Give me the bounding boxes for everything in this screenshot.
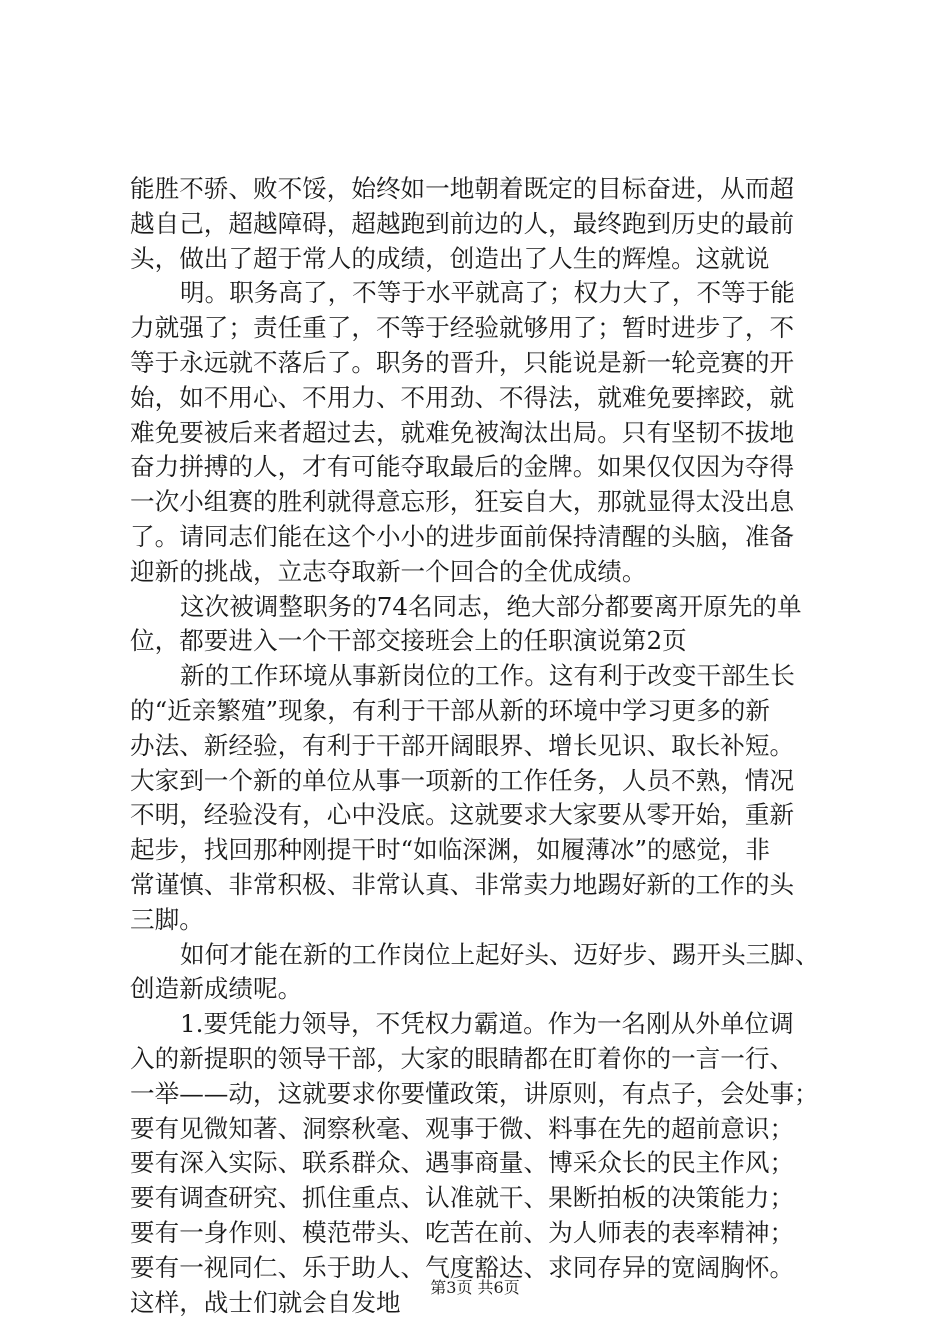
text-line: 要有一身作则、模范带头、吃苦在前、为人师表的表率精神； [130, 1217, 795, 1247]
text-line: 难免要被后来者超过去，就难免被淘汰出局。只有坚韧不拔地 [130, 417, 795, 447]
text-line: 明。职务高了，不等于水平就高了；权力大了，不等于能 [180, 278, 795, 308]
text-line: 要有一视同仁、乐于助人、气度豁达、求同存异的宽阔胸怀。 [130, 1252, 795, 1282]
text-line: 要有深入实际、联系群众、遇事商量、博采众长的民主作风； [130, 1148, 795, 1178]
text-line: 等于永远就不落后了。职务的晋升，只能说是新一轮竞赛的开 [130, 347, 795, 377]
text-line: 创造新成绩呢。 [130, 974, 303, 1004]
text-line: 不明，经验没有，心中没底。这就要求大家要从零开始，重新 [130, 800, 795, 830]
text-line: 如何才能在新的工作岗位上起好头、迈好步、踢开头三脚、 [180, 939, 820, 969]
text-line: 越自己，超越障碍，超越跑到前边的人，最终跑到历史的最前 [130, 208, 795, 238]
text-line: 这次被调整职务的74名同志，绝大部分都要离开原先的单 [180, 591, 802, 621]
text-line: 这样，战士们就会自发地 [130, 1287, 401, 1317]
text-line: 位，都要进入一个干部交接班会上的任职演说第2页 [130, 626, 687, 656]
text-line: 能胜不骄、败不馁，始终如一地朝着既定的目标奋进，从而超 [130, 174, 795, 203]
text-line: 1.要凭能力领导，不凭权力霸道。作为一名刚从外单位调 [180, 1009, 794, 1039]
text-line: 的“近亲繁殖”现象，有利于干部从新的环境中学习更多的新 [130, 695, 770, 725]
text-line: 迎新的挑战，立志夺取新一个回合的全优成绩。 [130, 556, 647, 586]
page-footer: 第3页 共6页 [430, 1278, 520, 1297]
text-line: 奋力拼搏的人，才有可能夺取最后的金牌。如果仅仅因为夺得 [130, 452, 795, 482]
text-line: 常谨慎、非常积极、非常认真、非常卖力地踢好新的工作的头 [130, 869, 795, 899]
text-line: 新的工作环境从事新岗位的工作。这有利于改变干部生长 [180, 661, 795, 691]
text-line: 起步，找回那种刚提干时“如临深渊，如履薄冰”的感觉，非 [130, 835, 770, 865]
body-text [130, 172, 842, 1320]
text-line: 力就强了；责任重了，不等于经验就够用了；暂时进步了，不 [130, 313, 795, 343]
text-line: 入的新提职的领导干部，大家的眼睛都在盯着你的一言一行、 [130, 1043, 795, 1073]
text-line: 三脚。 [130, 904, 204, 934]
text-line: 了。请同志们能在这个小小的进步面前保持清醒的头脑，准备 [130, 521, 795, 551]
text-line: 头，做出了超于常人的成绩，创造出了人生的辉煌。这就说 [130, 243, 770, 273]
text-line: 要有见微知著、洞察秋毫、观事于微、料事在先的超前意识； [130, 1113, 795, 1143]
text-line: 大家到一个新的单位从事一项新的工作任务，人员不熟，情况 [130, 765, 795, 795]
text-line: 始，如不用心、不用力、不用劲、不得法，就难免要摔跤，就 [130, 382, 795, 412]
text-line: 一次小组赛的胜利就得意忘形，狂妄自大，那就显得太没出息 [130, 487, 795, 517]
text-line: 办法、新经验，有利于干部开阔眼界、增长见识、取长补短。 [130, 730, 795, 760]
text-line: 要有调查研究、抓住重点、认准就干、果断拍板的决策能力； [130, 1183, 795, 1213]
text-line: 一举——动，这就要求你要懂政策，讲原则，有点子，会处事； [130, 1078, 819, 1108]
